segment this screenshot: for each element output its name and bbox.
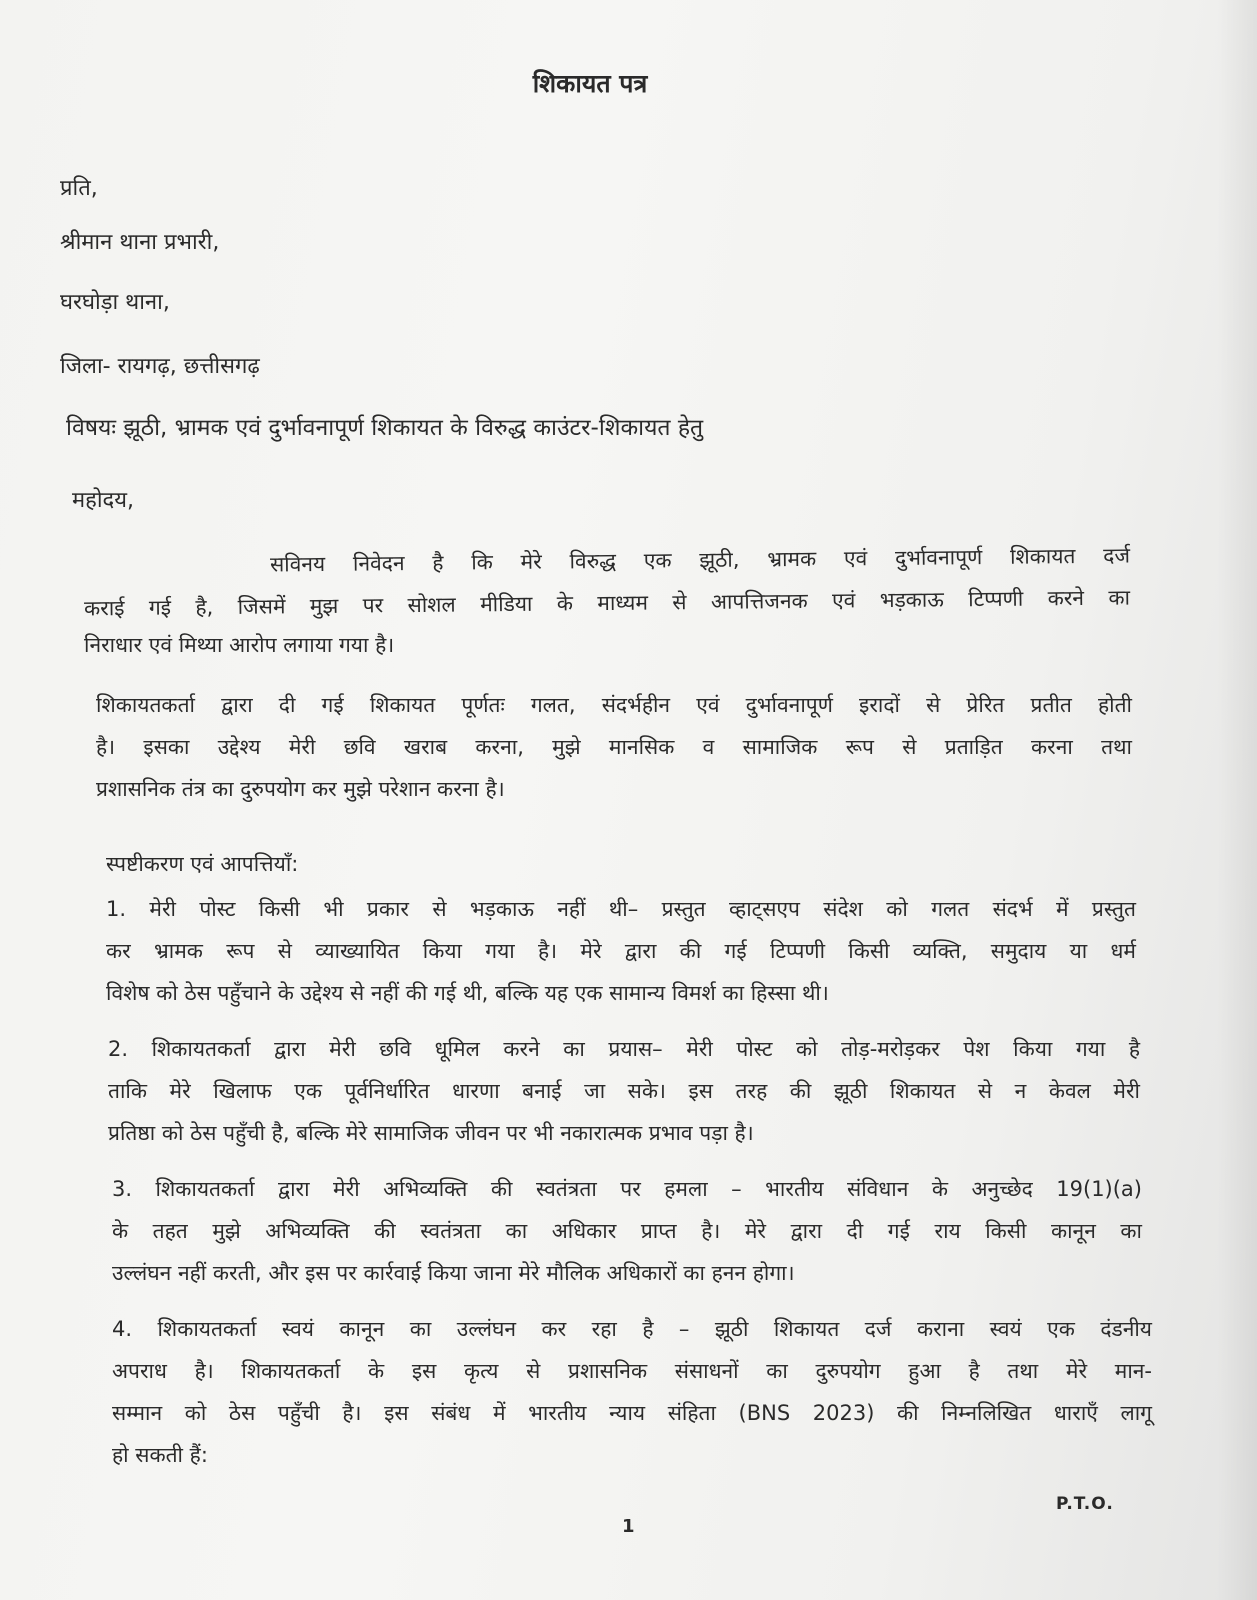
- document-title: शिकायत पत्र: [532, 69, 648, 98]
- page-number: 1: [622, 1516, 635, 1537]
- paragraph-line: है। इसका उद्देश्य मेरी छवि खराब करना, मुझे मानसिक व सामाजिक रूप से प्रताड़ित करना तथा: [96, 735, 1132, 759]
- point-3: [112, 1168, 1142, 1294]
- paragraph-line: कर भ्रामक रूप से व्याख्यायित किया गया है। मेरे द्वारा की गई टिप्पणी किसी व्यक्ति, समुदाय या धर्म: [106, 939, 1136, 963]
- paragraph-line: सम्मान को ठेस पहुँची है। इस संबंध में भारतीय न्याय संहिता (BNS 2023) की निम्नलिखित धाराएँ लागू: [112, 1401, 1152, 1425]
- address-line-4: जिला- रायगढ़, छत्तीसगढ़: [60, 354, 260, 379]
- paragraph-line: कराई गई है, जिसमें मुझ पर सोशल मीडिया के माध्यम से आपत्तिजनक एवं भड़काऊ टिप्पणी करने का: [83, 585, 1131, 621]
- paragraph-line: विशेष को ठेस पहुँचाने के उद्देश्य से नहीं की गई थी, बल्कि यह एक सामान्य विमर्श का हिस्सा थी।: [106, 981, 829, 1005]
- section-heading: स्पष्टीकरण एवं आपत्तियाँ:: [106, 852, 299, 876]
- paragraph-allegation: [96, 684, 1132, 810]
- paragraph-line: 3. शिकायतकर्ता द्वारा मेरी अभिव्यक्ति की स्वतंत्रता पर हमला – भारतीय संविधान के अनुच्छेद 19(1)(a): [112, 1177, 1142, 1201]
- paragraph-line: निराधार एवं मिथ्या आरोप लगाया गया है।: [84, 633, 395, 657]
- address-line-1: प्रति,: [60, 176, 98, 201]
- pto-note: P.T.O.: [1056, 1494, 1114, 1514]
- paragraph-line: 2. शिकायतकर्ता द्वारा मेरी छवि धूमिल करने का प्रयास– मेरी पोस्ट को तोड़-मरोड़कर पेश किया गया है: [108, 1037, 1140, 1061]
- paragraph-line: ताकि मेरे खिलाफ एक पूर्वनिर्धारित धारणा बनाई जा सके। इस तरह की झूठी शिकायत से न केवल मेरी: [108, 1079, 1140, 1103]
- paragraph-line: के तहत मुझे अभिव्यक्ति की स्वतंत्रता का अधिकार प्राप्त है। मेरे द्वारा दी गई राय किसी कानून का: [112, 1219, 1142, 1243]
- paragraph-line: 1. मेरी पोस्ट किसी भी प्रकार से भड़काऊ नहीं थी– प्रस्तुत व्हाट्सएप संदेश को गलत संदर्भ में प्रस्तुत: [106, 897, 1136, 921]
- paragraph-line: प्रशासनिक तंत्र का दुरुपयोग कर मुझे परेशान करना है।: [96, 777, 505, 801]
- point-2: [108, 1028, 1140, 1154]
- paragraph-line: उल्लंघन नहीं करती, और इस पर कार्रवाई किया जाना मेरे मौलिक अधिकारों का हनन होगा।: [112, 1261, 795, 1285]
- point-4: [112, 1308, 1152, 1476]
- salutation: महोदय,: [72, 488, 134, 513]
- paragraph-line: प्रतिष्ठा को ठेस पहुँची है, बल्कि मेरे सामाजिक जीवन पर भी नकारात्मक प्रभाव पड़ा है।: [108, 1121, 754, 1145]
- paragraph-line: शिकायतकर्ता द्वारा दी गई शिकायत पूर्णतः गलत, संदर्भहीन एवं दुर्भावनापूर्ण इरादों से प्रेरित प्रतीत होती: [96, 693, 1132, 717]
- address-line-3: घरघोड़ा थाना,: [60, 290, 170, 315]
- paragraph-line: अपराध है। शिकायतकर्ता के इस कृत्य से प्रशासनिक संसाधनों का दुरुपयोग हुआ है तथा मेरे मान-: [112, 1359, 1152, 1383]
- point-1: [106, 888, 1136, 1014]
- paragraph-line: 4. शिकायतकर्ता स्वयं कानून का उल्लंघन कर रहा है – झूठी शिकायत दर्ज कराना स्वयं एक दंडनीय: [112, 1317, 1152, 1341]
- paragraph-intro: [84, 540, 1130, 666]
- paragraph-line: सविनय निवेदन है कि मेरे विरुद्ध एक झूठी, भ्रामक एवं दुर्भावनापूर्ण शिकायत दर्ज: [269, 543, 1131, 577]
- address-line-2: श्रीमान थाना प्रभारी,: [60, 230, 220, 255]
- subject-line: विषयः झूठी, भ्रामक एवं दुर्भावनापूर्ण शिकायत के विरुद्ध काउंटर-शिकायत हेतु: [66, 415, 704, 441]
- paragraph-line: हो सकती हैं:: [112, 1443, 208, 1467]
